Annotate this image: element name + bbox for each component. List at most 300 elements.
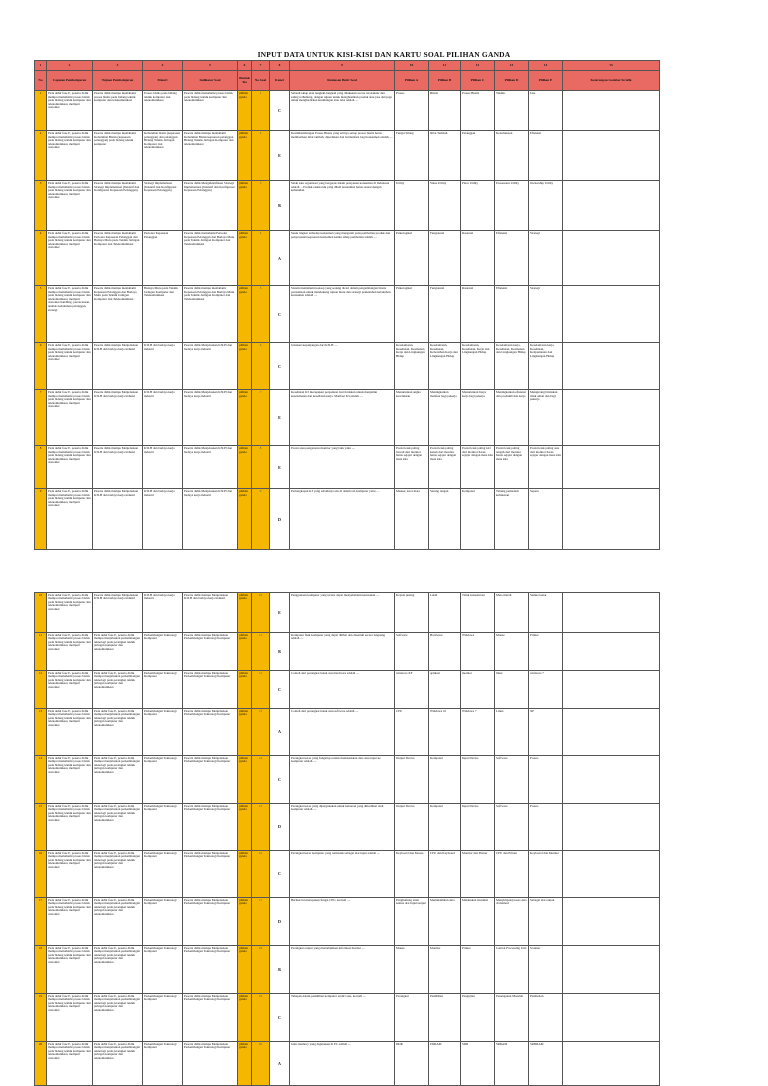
column-header: No <box>35 71 47 91</box>
tujuan-pembelajaran: Peserta didik mampu Menjelaskan K3LH dan budaya kerja industri <box>93 489 143 550</box>
column-number: 9 <box>290 61 395 71</box>
materi: Perkembangan Teknologi Komputer <box>143 671 183 709</box>
column-number: 12 <box>461 61 495 71</box>
kunci-jawaban: D <box>270 804 290 851</box>
tujuan-pembelajaran: Peserta didik mampu memahami Perioder Kepuasan Pelanggan dan Budaya Mutu pada Teknik Jaringan Komputer dan Telekomunikasi <box>93 231 143 286</box>
nomor-soal: 14 <box>252 756 270 804</box>
capaian-pembelajaran: Pada akhir fase E, peserta didik mampu memahami proses bisnis pada bidang teknik komputer dan telekomunikasi, meliputi customer <box>47 898 93 946</box>
kunci-jawaban: A <box>270 709 290 756</box>
kunci-jawaban: E <box>270 446 290 489</box>
kunci-jawaban: C <box>270 851 290 898</box>
rumusan-butir-soal: Perangkat keras komputer yang termasuk sebagai alat input adalah .... <box>290 851 395 898</box>
rumusan-butir-soal: Komputer fisik komputer yang dapat dilihat dan disentuh secara langsung adalah .... <box>290 633 395 671</box>
nomor-soal: 5 <box>252 286 270 343</box>
indikator-soal: Peserta didik Mengidentifikasi Strategi Implementasi (Inisiatif dan Konfigurasi Kepuasan Pelanggan) <box>183 181 238 231</box>
rumusan-butir-soal: Berikut ini merupakan fungsi CPU, kecuali .... <box>290 898 395 946</box>
bentuk-tes: pilihan ganda <box>238 804 252 851</box>
table-row <box>35 804 660 851</box>
rumusan-butir-soal: Kesehatan K3 merupakan perpaduan dari tindakan untuk menjamin keselamatan dan kesehatan kerja. Manfaat K3 adalah .... <box>290 390 395 446</box>
pilihan-d: Keterbukaan <box>495 131 529 181</box>
materi: Perkembangan Teknologi Komputer <box>143 804 183 851</box>
pilihan-c: Monitor dan Printer <box>461 851 495 898</box>
rumusan-butir-soal: Perangkat keras yang fungsinya untuk memasukkan data atau input ke komputer adalah .... <box>290 756 395 804</box>
pilihan-d: SRRAM <box>495 1042 529 1086</box>
pilihan-e: Sepatu <box>529 489 563 550</box>
pilihan-e: windows 7 <box>529 671 563 709</box>
materi: Strategi Implementasi (Inisiatif dan Konfigurasi Kepuasan Pelanggan) <box>143 181 183 231</box>
table-row <box>35 671 660 709</box>
bentuk-tes: pilihan ganda <box>238 994 252 1042</box>
bentuk-tes: pilihan ganda <box>238 231 252 286</box>
pilihan-e: Pembelian <box>529 994 563 1042</box>
pilihan-a: CPU <box>395 709 429 756</box>
table-row <box>35 994 660 1042</box>
bentuk-tes: pilihan ganda <box>238 593 252 633</box>
keterangan-gambar <box>563 231 660 286</box>
bentuk-tes: pilihan ganda <box>238 671 252 709</box>
row-number: 6 <box>35 343 47 390</box>
column-header: Materi <box>143 71 183 91</box>
bentuk-tes: pilihan ganda <box>238 946 252 994</box>
nomor-soal: 12 <box>252 671 270 709</box>
pilihan-a: Perangkat <box>395 994 429 1042</box>
pilihan-a: windows XP <box>395 671 429 709</box>
pilihan-c: Input Device <box>461 756 495 804</box>
row-number: 8 <box>35 446 47 489</box>
indikator-soal: Peserta didik mampu memahami Kepuasan Pelanggan dan Budaya Mutu pada Teknik Jaringan Komputer dan Telekomunikasi <box>183 286 238 343</box>
capaian-pembelajaran: Pada akhir fase E, peserta didik mampu memahami proses bisnis pada bidang teknik komputer dan telekomunikasi, meliputi customer <box>47 709 93 756</box>
pilihan-a: Keyboard dan Mouse <box>395 851 429 898</box>
pilihan-a: Mouse <box>395 946 429 994</box>
pilihan-d: Efisiensi <box>495 286 529 343</box>
pilihan-d: Central Processing Unit <box>495 946 529 994</box>
rumusan-butir-soal: Jenis memory yang digunakan di PC adalah .... <box>290 1042 395 1086</box>
kisi-kisi-table-continued <box>34 592 660 1086</box>
capaian-pembelajaran: Pada akhir fase E, peserta didik mampu memahami proses bisnis pada bidang teknik komputer dan telekomunikasi, meliputi customer <box>47 593 93 633</box>
pilihan-a: Masker, kaca mata <box>395 489 429 550</box>
column-header: Capaian Pembelajaran <box>47 71 93 91</box>
kunci-jawaban: A <box>270 1042 290 1086</box>
capaian-pembelajaran: Pada akhir fase E, peserta didik mampu memahami proses bisnis pada bidang teknik komputer dan telekomunikasi, meliputi customer <box>47 91 93 131</box>
pilihan-b: aplikasi <box>429 671 461 709</box>
table-row <box>35 343 660 390</box>
pilihan-d: linux <box>495 671 529 709</box>
column-number: 6 <box>238 61 252 71</box>
indikator-soal: Peserta didik Menjelaskan K3LH dan budaya kerja industri <box>183 343 238 390</box>
pilihan-b: Monitor <box>429 946 461 994</box>
tujuan-pembelajaran: Peserta didik mampu memahami Kepuasan Pelanggan dan Budaya Mutu pada Teknik Jaringan Komputer dan Telekomunikasi <box>93 286 143 343</box>
pilihan-a: Kepala pusing <box>395 593 429 633</box>
pilihan-c: Tidak konsentrasi <box>461 593 495 633</box>
pilihan-b: Komputer <box>429 756 461 804</box>
pilihan-b: Nilai Tambah <box>429 131 461 181</box>
pilihan-e: Keselamatan kerja, Kesehatan, Kenyamanan dan Lingkungan Hidup <box>529 343 563 390</box>
rumusan-butir-soal: Contoh dari perangkat lunak atau hardware adalah .... <box>290 671 395 709</box>
keterangan-gambar <box>563 286 660 343</box>
kunci-jawaban: E <box>270 390 290 446</box>
tujuan-pembelajaran: Pada akhir fase E, peserta didik mampu menjelaskan perkembangan teknologi pada perangkat teknik jaringan komputer dan telekomunikasi <box>93 898 143 946</box>
row-number: 15 <box>35 804 47 851</box>
table-row <box>35 593 660 633</box>
bentuk-tes: pilihan ganda <box>238 709 252 756</box>
nomor-soal: 2 <box>252 131 270 181</box>
column-number: 10 <box>395 61 429 71</box>
pilihan-a: Psikologikal <box>395 231 429 286</box>
nomor-soal: 9 <box>252 489 270 550</box>
pilihan-e: Scanner <box>529 946 563 994</box>
rumusan-butir-soal: Perangkat keras yang dipergunakan untuk keluaran yang dihasilkan oleh komputer adalah .... <box>290 804 395 851</box>
table-row <box>35 91 660 131</box>
pilihan-a: Output Device <box>395 804 429 851</box>
table-row <box>35 131 660 181</box>
row-number: 9 <box>35 489 47 550</box>
tujuan-pembelajaran: Pada akhir fase E, peserta didik mampu menjelaskan perkembangan teknologi pada perangkat teknik jaringan komputer dan telekomunikasi <box>93 946 143 994</box>
pilihan-a: Posisi letak paling bawah dari monitor harus sejajar dengan mata kita <box>395 446 429 489</box>
kunci-jawaban: C <box>270 343 290 390</box>
materi: K3LH dan budaya kerja industri <box>143 489 183 550</box>
tujuan-pembelajaran: Peserta didik mampu Menjelaskan K3LH dan budaya kerja industri <box>93 593 143 633</box>
pilihan-c: Pelanggan <box>461 131 495 181</box>
pilihan-e: Jasa <box>529 91 563 131</box>
pilihan-a: DDR <box>395 1042 429 1086</box>
bentuk-tes: pilihan ganda <box>238 446 252 489</box>
column-header: Pilihan C <box>461 71 495 91</box>
keterangan-gambar <box>563 131 660 181</box>
kisi-kisi-table <box>34 60 660 550</box>
keterangan-gambar <box>563 446 660 489</box>
pilihan-e: Sebagai alat output <box>529 898 563 946</box>
rumusan-butir-soal: Perlengkapan K3 yang sebaiknya ada di dalam lab komputer yaitu .... <box>290 489 395 550</box>
table-row <box>35 946 660 994</box>
row-number: 11 <box>35 633 47 671</box>
pilihan-b: Fungsional <box>429 286 461 343</box>
row-number: 12 <box>35 671 47 709</box>
capaian-pembelajaran: Pada akhir fase E, peserta didik mampu memahami proses bisnis pada bidang teknik komputer dan telekomunikasi, meliputi customer <box>47 181 93 231</box>
rumusan-butir-soal: Contoh dari perangkat lunak atau software adalah .... <box>290 709 395 756</box>
nomor-soal: 7 <box>252 390 270 446</box>
keterangan-gambar <box>563 671 660 709</box>
table-row <box>35 709 660 756</box>
kunci-jawaban: B <box>270 181 290 231</box>
bentuk-tes: pilihan ganda <box>238 756 252 804</box>
keterangan-gambar <box>563 1042 660 1086</box>
column-number: 1 <box>35 61 47 71</box>
pilihan-a: Utility <box>395 181 429 231</box>
capaian-pembelajaran: Pada akhir fase E, peserta didik mampu memahami proses bisnis pada bidang teknik komputer dan telekomunikasi, meliputi customer <box>47 343 93 390</box>
indikator-soal: Peserta didik mampu Menjelaskan Perkembangan Teknologi Komputer <box>183 946 238 994</box>
row-number: 4 <box>35 231 47 286</box>
pilihan-b: Bisnis <box>429 91 461 131</box>
materi: Perkembangan Teknologi Komputer <box>143 851 183 898</box>
table-row <box>35 231 660 286</box>
rumusan-butir-soal: Salah satu organisasi yang bergerak dalam pelayanan konsumen di Indonesia adalah ... Produk elektronik yang dibeli konsumen harus sesuai dengan kebutuhan. <box>290 181 395 231</box>
bentuk-tes: pilihan ganda <box>238 1042 252 1086</box>
pilihan-b: Hardware <box>429 633 461 671</box>
bentuk-tes: pilihan ganda <box>238 390 252 446</box>
rumusan-butir-soal: Perangkat output yang menampilkan informasi disebut .... <box>290 946 395 994</box>
capaian-pembelajaran: Pada akhir fase E, peserta didik mampu memahami proses bisnis pada bidang teknik komputer dan telekomunikasi, meliputi customer <box>47 231 93 286</box>
indikator-soal: Peserta didik mampu Menjelaskan Perkembangan Teknologi Komputer <box>183 756 238 804</box>
column-number: 5 <box>183 61 238 71</box>
keterangan-gambar <box>563 390 660 446</box>
pilihan-d: Keselamatan kerja, Kesehatan, Keamanan dan Lingkungan Hidup <box>495 343 529 390</box>
pilihan-c: Windows 7 <box>461 709 495 756</box>
pilihan-b: Lelah <box>429 593 461 633</box>
rumusan-butir-soal: Sebuah tahap atau langkah-langkah yang dilakukan secara terstruktur dan saling terhubung, dengan tujuan untuk menghasilkan produk atau jasa dan juga untuk menghadirkan keuntungan atau laba adalah .... <box>290 91 395 131</box>
pilihan-c: Melakukan instruksi <box>461 898 495 946</box>
kunci-jawaban: E <box>270 593 290 633</box>
pilihan-a: Software <box>395 633 429 671</box>
row-number: 3 <box>35 181 47 231</box>
column-header: Pilihan D <box>495 71 529 91</box>
kunci-jawaban: B <box>270 633 290 671</box>
tujuan-pembelajaran: Pada akhir fase E, peserta didik mampu menjelaskan perkembangan teknologi pada perangkat teknik jaringan komputer dan telekomunikasi <box>93 633 143 671</box>
indikator-soal: Peserta didik Menjelaskan K3LH dan budaya kerja industri <box>183 446 238 489</box>
rumusan-butir-soal: Kesimbambungan Proses Bisnis yang artinya setiap proses bisnis harus memberikan nilai tambah, diperlukan dan bermanfaat bagi konsumen adalah .... <box>290 131 395 181</box>
table-row <box>35 851 660 898</box>
pilihan-a: Proses <box>395 91 429 131</box>
document-title: INPUT DATA UNTUK KISI-KISI DAN KARTU SOAL PILIHAN GANDA <box>257 50 511 59</box>
pilihan-d: Tabung pemadam kebakaran <box>495 489 529 550</box>
pilihan-e: Mengurangi tindakan tidak aman dan bagi pekerja <box>529 390 563 446</box>
pilihan-c: Posisi letak paling kiri dari monitor harus sejajar dengan mata kita <box>461 446 495 489</box>
nomor-soal: 17 <box>252 898 270 946</box>
pilihan-d: Software <box>495 804 529 851</box>
table-row <box>35 390 660 446</box>
tujuan-pembelajaran: Peserta didik mampu memahami proses bisnis pada bidang teknik komputer dan telekomunikasi <box>93 91 143 131</box>
row-number: 2 <box>35 131 47 181</box>
kunci-jawaban: C <box>270 671 290 709</box>
row-number: 14 <box>35 756 47 804</box>
bentuk-tes: pilihan ganda <box>238 633 252 671</box>
materi: Kebutuhan bisnis (kepuasan pelanggan) dan pelanggan Bidang Teknik Jaringan Komputer dan telekomunikasi <box>143 131 183 181</box>
keterangan-gambar <box>563 898 660 946</box>
pilihan-e: Ownership Utility <box>529 181 563 231</box>
pilihan-b: Fungsional <box>429 231 461 286</box>
row-number: 7 <box>35 390 47 446</box>
capaian-pembelajaran: Pada akhir fase E, peserta didik mampu memahami proses bisnis pada bidang teknik komputer dan telekomunikasi, meliputi customer <box>47 489 93 550</box>
bentuk-tes: pilihan ganda <box>238 181 252 231</box>
column-number: 15 <box>563 61 660 71</box>
pilihan-c: Place Utility <box>461 181 495 231</box>
table-row <box>35 181 660 231</box>
row-number: 10 <box>35 593 47 633</box>
column-header: Indikator Soal <box>183 71 238 91</box>
bentuk-tes: pilihan ganda <box>238 131 252 181</box>
pilihan-e: Efisiensi <box>529 131 563 181</box>
keterangan-gambar <box>563 851 660 898</box>
nomor-soal: 11 <box>252 633 270 671</box>
rumusan-butir-soal: Posisi atau pengaturan monitor yang baik yaitu .... <box>290 446 395 489</box>
tujuan-pembelajaran: Peserta didik mampu Menjelaskan K3LH dan budaya kerja industri <box>93 390 143 446</box>
pilihan-d: Mata merah <box>495 593 529 633</box>
pilihan-d: Software <box>495 756 529 804</box>
capaian-pembelajaran: Pada akhir fase E, peserta didik mampu memahami proses bisnis pada bidang teknik komputer dan telekomunikasi, meliputi customer <box>47 851 93 898</box>
capaian-pembelajaran: Pada akhir fase E, peserta didik mampu memahami proses bisnis pada bidang teknik komputer dan telekomunikasi, meliputi customer <box>47 756 93 804</box>
capaian-pembelajaran: Pada akhir fase E, peserta didik mampu memahami proses bisnis pada bidang teknik komputer dan telekomunikasi, meliputi customer <box>47 1042 93 1086</box>
table-row <box>35 898 660 946</box>
keterangan-gambar <box>563 181 660 231</box>
table-row <box>35 489 660 550</box>
rumusan-butir-soal: Suatu tingkat terhadap konsumen yang mengarah pada pembelian produk dan penyesuaian kepuasan konsumen ketika tahap pembelian adalah .... <box>290 231 395 286</box>
materi: Perkembangan Teknologi Komputer <box>143 756 183 804</box>
kunci-jawaban: B <box>270 946 290 994</box>
pilihan-b: Pemilihan <box>429 994 461 1042</box>
indikator-soal: Peserta didik mampu Menjelaskan Perkembangan Teknologi Komputer <box>183 671 238 709</box>
table-row <box>35 446 660 489</box>
keterangan-gambar <box>563 756 660 804</box>
indikator-soal: Peserta didik mampu Menjelaskan Perkembangan Teknologi Komputer <box>183 994 238 1042</box>
column-header: Rumusan Butir Soal <box>290 71 395 91</box>
row-number: 1 <box>35 91 47 131</box>
bentuk-tes: pilihan ganda <box>238 851 252 898</box>
bentuk-tes: pilihan ganda <box>238 898 252 946</box>
capaian-pembelajaran: Pada akhir fase E, peserta didik mampu memahami proses bisnis pada bidang teknik komputer dan telekomunikasi, meliputi customer <box>47 671 93 709</box>
nomor-soal: 19 <box>252 994 270 1042</box>
capaian-pembelajaran: Pada akhir fase E, peserta didik mampu memahami proses bisnis pada bidang teknik komputer dan telekomunikasi, meliputi customer handling, perencanaan, analisis kebutuhan pelanggan, strategi <box>47 286 93 343</box>
capaian-pembelajaran: Pada akhir fase E, peserta didik mampu memahami proses bisnis pada bidang teknik komputer dan telekomunikasi, meliputi customer <box>47 131 93 181</box>
pilihan-d: Penanganan Masalah <box>495 994 529 1042</box>
materi: Perkembangan Teknologi Komputer <box>143 898 183 946</box>
kunci-jawaban: C <box>270 994 290 1042</box>
pilihan-d: Meningkatkan efisiensi dan produktivitas kerja <box>495 390 529 446</box>
nomor-soal: 15 <box>252 804 270 851</box>
kunci-jawaban: D <box>270 489 290 550</box>
pilihan-b: Memindahkan data <box>429 898 461 946</box>
pilihan-d: Possession Utility <box>495 181 529 231</box>
column-header: Pilihan B <box>429 71 461 91</box>
indikator-soal: Peserta didik mampu Menjelaskan Perkembangan Teknologi Komputer <box>183 804 238 851</box>
pilihan-b: Windows 10 <box>429 709 461 756</box>
tujuan-pembelajaran: Pada akhir fase E, peserta didik mampu menjelaskan perkembangan teknologi pada perangkat teknik jaringan komputer dan telekomunikasi <box>93 756 143 804</box>
pilihan-e: Posisi letak paling atas dari monitor harus sejajar dengan mata kita <box>529 446 563 489</box>
materi: Proses bisnis pada bidang teknik komputer dan telekomunikasi <box>143 91 183 131</box>
nomor-soal: 13 <box>252 709 270 756</box>
table-row <box>35 286 660 343</box>
column-number: 7 <box>252 61 270 71</box>
indikator-soal: Peserta didik mampu Menjelaskan Perkembangan Teknologi Komputer <box>183 633 238 671</box>
nomor-soal: 4 <box>252 231 270 286</box>
nomor-soal: 18 <box>252 946 270 994</box>
row-number: 5 <box>35 286 47 343</box>
rumusan-butir-soal: Tahapan dalam pemilihan komputer terdiri atas, kecuali .... <box>290 994 395 1042</box>
pilihan-d: Posisi letak paling tengah dari monitor harus sejajar dengan mata kita <box>495 446 529 489</box>
row-number: 18 <box>35 946 47 994</box>
materi: Perkembangan Teknologi Komputer <box>143 1042 183 1086</box>
pilihan-e: Printer <box>529 633 563 671</box>
column-number: 4 <box>143 61 183 71</box>
rumusan-butir-soal: Sistem memahami konsep yang sedang dicari dalam pengembangan bisnis perusahaan untuk mendukung tujuan mutu dan strategi pemenuhan kebutuhan konsumen adalah .... <box>290 286 395 343</box>
pilihan-c: monitor <box>461 671 495 709</box>
pilihan-c: Rasional <box>461 231 495 286</box>
indikator-soal: Peserta didik mampu memahami Kebutuhan Bisnis kepuasan pelanggan Bidang Teknik Jaringan Komputer dan telekomunikasi <box>183 131 238 181</box>
capaian-pembelajaran: Pada akhir fase E, peserta didik mampu memahami proses bisnis pada bidang teknik komputer dan telekomunikasi, meliputi customer <box>47 446 93 489</box>
materi: K3LH dan budaya kerja industri <box>143 593 183 633</box>
nomor-soal: 6 <box>252 343 270 390</box>
pilihan-b: Value Utility <box>429 181 461 231</box>
column-number: 8 <box>270 61 290 71</box>
materi: K3LH dan budaya kerja industri <box>143 446 183 489</box>
materi: Perioder Kepuasan Pelanggan <box>143 231 183 286</box>
bentuk-tes: pilihan ganda <box>238 343 252 390</box>
indikator-soal: Peserta didik memahami Perioder Kepuasan Pelanggan dan Budaya Mutu pada Teknik Jaringan Komputer dan Telekomunikasi <box>183 231 238 286</box>
pilihan-d: Menyimpan/proses data di memori <box>495 898 529 946</box>
keterangan-gambar <box>563 994 660 1042</box>
pilihan-a: Fungsi Silang <box>395 131 429 181</box>
pilihan-a: Psikologikal <box>395 286 429 343</box>
pilihan-c: Input Device <box>461 804 495 851</box>
materi: K3LH dan budaya kerja industri <box>143 390 183 446</box>
row-number: 16 <box>35 851 47 898</box>
bentuk-tes: pilihan ganda <box>238 91 252 131</box>
tujuan-pembelajaran: Pada akhir fase E, peserta didik mampu menjelaskan perkembangan teknologi pada perangkat teknik jaringan komputer dan telekomunikasi <box>93 804 143 851</box>
tujuan-pembelajaran: Pada akhir fase E, peserta didik mampu menjelaskan perkembangan teknologi pada perangkat teknik jaringan komputer dan telekomunikasi <box>93 709 143 756</box>
pilihan-b: Keselamatan, Kesehatan, Kebersihan Kerja dan Lingkungan Hidup <box>429 343 461 390</box>
pilihan-e: Strategi <box>529 286 563 343</box>
pilihan-b: Posisi letak paling kanan dari monitor harus sejajar dengan mata kita <box>429 446 461 489</box>
capaian-pembelajaran: Pada akhir fase E, peserta didik mampu memahami proses bisnis pada bidang teknik komputer dan telekomunikasi, meliputi customer <box>47 390 93 446</box>
kunci-jawaban: D <box>270 898 290 946</box>
column-number: 13 <box>495 61 529 71</box>
pilihan-c: Keselamatan, Kesehatan, Kerja dan Lingkungan Hidup <box>461 343 495 390</box>
materi: Perkembangan Teknologi Komputer <box>143 709 183 756</box>
nomor-soal: 8 <box>252 446 270 489</box>
column-number: 14 <box>529 61 563 71</box>
pilihan-d: Teknik <box>495 91 529 131</box>
pilihan-c: Windows <box>461 633 495 671</box>
pilihan-e: SRDRAM <box>529 1042 563 1086</box>
column-number: 3 <box>93 61 143 71</box>
kunci-jawaban: C <box>270 756 290 804</box>
materi: Perkembangan Teknologi Komputer <box>143 633 183 671</box>
column-number: 11 <box>429 61 461 71</box>
indikator-soal: Peserta didik Menjelaskan K3LH dan budaya kerja industri <box>183 489 238 550</box>
capaian-pembelajaran: Pada akhir fase E, peserta didik mampu memahami proses bisnis pada bidang teknik komputer dan telekomunikasi, meliputi customer <box>47 804 93 851</box>
tujuan-pembelajaran: Peserta didik mampu memahami Strategi Implementasi (Inisiatif dan Konfigurasi Kepuasan Pelanggan) <box>93 181 143 231</box>
column-header: Kunci <box>270 71 290 91</box>
pilihan-b: Meningkatkan manfaat bagi pekerja <box>429 390 461 446</box>
bentuk-tes: pilihan ganda <box>238 489 252 550</box>
pilihan-e: Keyboard dan Monitor <box>529 851 563 898</box>
nomor-soal: 3 <box>252 181 270 231</box>
keterangan-gambar <box>563 946 660 994</box>
column-header: Tujuan Pembelajaran <box>93 71 143 91</box>
indikator-soal: Peserta didik mampu Menjelaskan Perkembangan Teknologi Komputer <box>183 898 238 946</box>
pilihan-e: Proses <box>529 804 563 851</box>
pilihan-a: Penghubung antar semua alat input/output <box>395 898 429 946</box>
column-header: Keterangan Gambar/Grafik <box>563 71 660 91</box>
pilihan-e: Proses <box>529 756 563 804</box>
nomor-soal: 16 <box>252 851 270 898</box>
table-row <box>35 633 660 671</box>
pilihan-a: Output Device <box>395 756 429 804</box>
column-header: Bentuk Tes <box>238 71 252 91</box>
pilihan-a: Menurunkan angka kecelakaan <box>395 390 429 446</box>
pilihan-e: XP <box>529 709 563 756</box>
rumusan-butir-soal: Jelaskan kepanjangan dari K3LH .... <box>290 343 395 390</box>
pilihan-b: EDRAM <box>429 1042 461 1086</box>
pilihan-b: Sarung tangan <box>429 489 461 550</box>
kunci-jawaban: C <box>270 91 290 131</box>
pilihan-c: Printer <box>461 946 495 994</box>
pilihan-c: SDR <box>461 1042 495 1086</box>
pilihan-c: Proses Bisnis <box>461 91 495 131</box>
pilihan-e: Semua benar <box>529 593 563 633</box>
materi: Budaya Mutu pada Teknik Jaringan Komputer dan Telekomunikasi <box>143 286 183 343</box>
pilihan-b: Komputer <box>429 804 461 851</box>
nomor-soal: 1 <box>252 91 270 131</box>
keterangan-gambar <box>563 804 660 851</box>
